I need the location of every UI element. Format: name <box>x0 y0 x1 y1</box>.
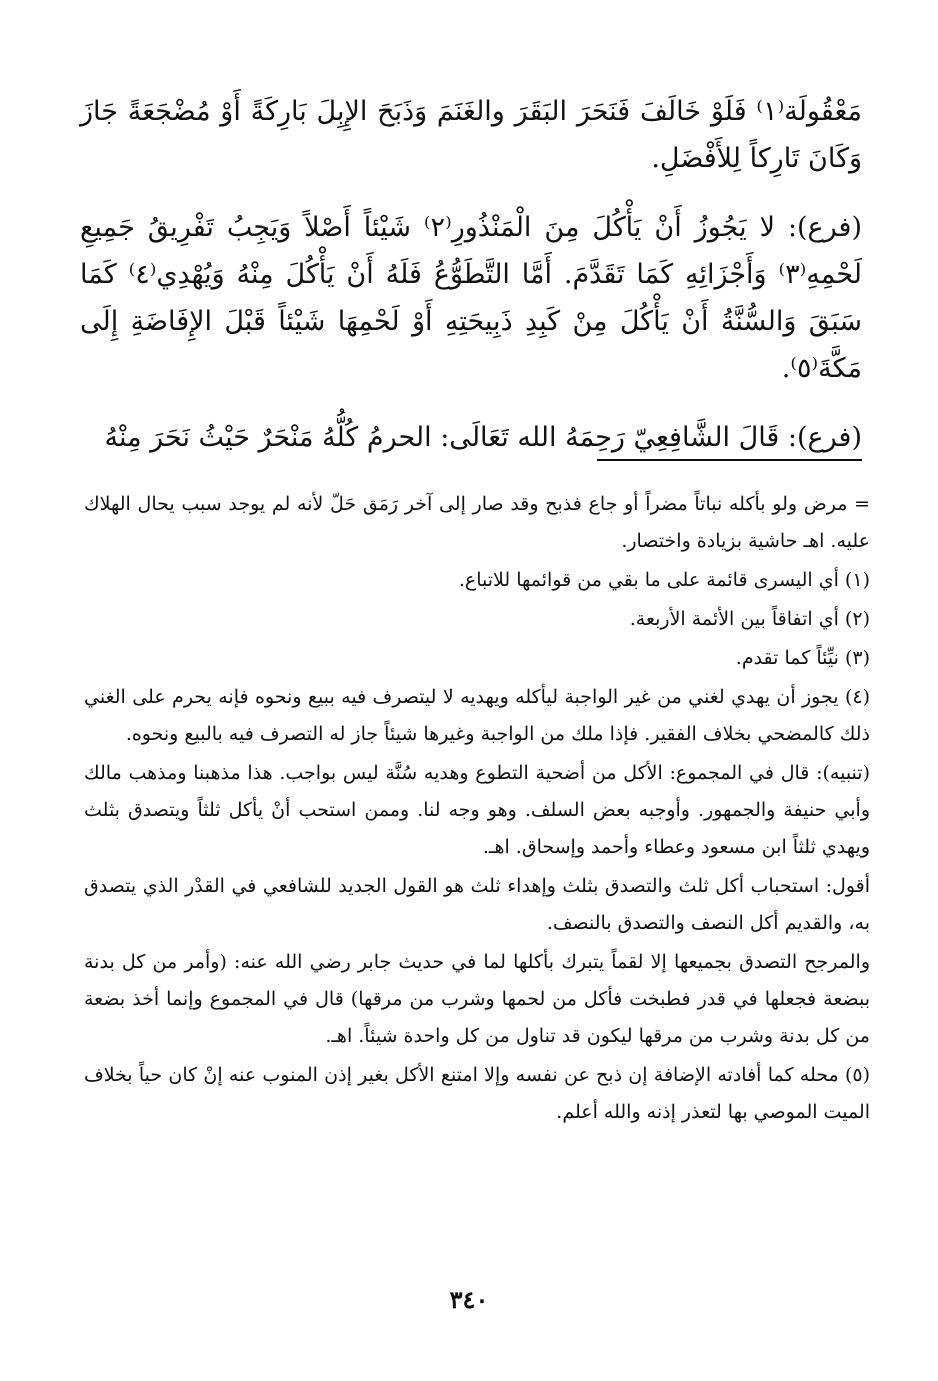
main-text <box>80 88 862 483</box>
footnote: والمرجح التصدق بجميعها إلا لقماً يتبرك بأكلها لما في حديث جابر رضي الله عنه: (وأمر من كل بدنة ببضعة فجعلها في قدر فطبخت فأكل من لحمها وشرب من مرقها) قال في المجموع وإنما أخذ بضعة من كل بدنة وشرب من مرقها ليكون قد تناول من كل واحدة شيئاً. اهـ. <box>84 951 870 1047</box>
footnote: = مرض ولو بأكله نباتاً مضراً أو جاع فذبح وقد صار إلى آخر رَمَق حَلّ لأنه لم يوجد سبب يحال الهلاك عليه. اهـ حاشية بزيادة واختصار. <box>84 493 870 552</box>
footnote: أقول: استحباب أكل ثلث والتصدق بثلث وإهداء ثلث هو القول الجديد للشافعي في القدْر الذي يتصدق به، والقديم أكل النصف والتصدق بالنصف. <box>84 875 870 934</box>
footnote: (٥) محله كما أفادته الإضافة إن ذبح عن نفسه وإلا امتنع الأكل بغير إذن المنوب عنه إنْ كان حياً بخلاف الميت الموصي بها لتعذر إذنه والله أعلم. <box>84 1064 870 1123</box>
footnote: (١) أي اليسرى قائمة على ما بقي من قوائمها للاتباع. <box>458 569 870 591</box>
footnote-separator <box>597 459 862 461</box>
main-paragraph: مَعْقُولَة⁽١⁾ فَلَوْ خَالَفَ فَنَحَرَ البَقَرَ والغَنَمَ وَذَبَحَ الإِبِلَ بَارِكَةً أَوْ مُضْجَعَةً جَازَ وَكَانَ تَارِكاً لِلأَفْضَلِ. <box>80 96 862 174</box>
page-number: ٣٤٠ <box>449 1285 489 1314</box>
footnote: (٤) يجوز أن يهدي لغني من غير الواجبة ليأكله ويهديه لا ليتصرف فيه ببيع ونحوه فإنه يحرم على الغني ذلك كالمضحي بخلاف الفقير. فإذا ملك من الواجبة وغيرها شيئاً جاز له التصرف فيه بالبيع ونحوه. <box>84 686 870 745</box>
footnotes <box>84 486 870 1133</box>
main-paragraph: (فرع): قَالَ الشَّافِعِيّ رَحِمَهُ الله تَعَالَى: الحرمُ كُلُّهُ مَنْحَرٌ حَيْثُ نَحَرَ مِنْهُ <box>104 422 862 453</box>
footnote: (٣) نيِّئاً كما تقدم. <box>735 647 870 669</box>
main-paragraph: (فرع): لا يَجُوزُ أَنْ يَأْكُلَ مِنَ الْمَنْذُورِ⁽٢⁾ شَيْئاً أَصْلاً وَيَجِبُ تَفْرِيقُ جَمِيعِ لَحْمِهِ⁽٣⁾ وَأَجْزَائِهِ كَمَا تَقَدَّمَ. أَمَّا التَّطَوُّعُ فَلَهُ أَنْ يَأْكُلَ مِنْهُ وَيُهْدِي⁽٤⁾ كَمَا سَبَقَ وَالسُّنَّةُ أَنْ يَأْكُلَ مِنْ كَبِدِ ذَبِيحَتِهِ أَوْ لَحْمِهَا شَيْئاً قَبْلَ الإِفَاضَةِ إِلَى مَكَّةَ⁽٥⁾. <box>80 212 863 384</box>
footnote: (تنبيه): قال في المجموع: الأكل من أضحية التطوع وهديه سُنَّة ليس بواجب. هذا مذهبنا ومذهب مالك وأبي حنيفة والجمهور. وأوجبه بعض السلف. وهو وجه لنا. وممن استحب أنْ يأكل ثلثاً ويتصدق بثلث ويهدي ثلثاً ابن مسعود وعطاء وأحمد وإسحاق. اهـ. <box>84 762 870 858</box>
footnote: (٢) أي اتفاقاً بين الأئمة الأربعة. <box>629 608 870 630</box>
